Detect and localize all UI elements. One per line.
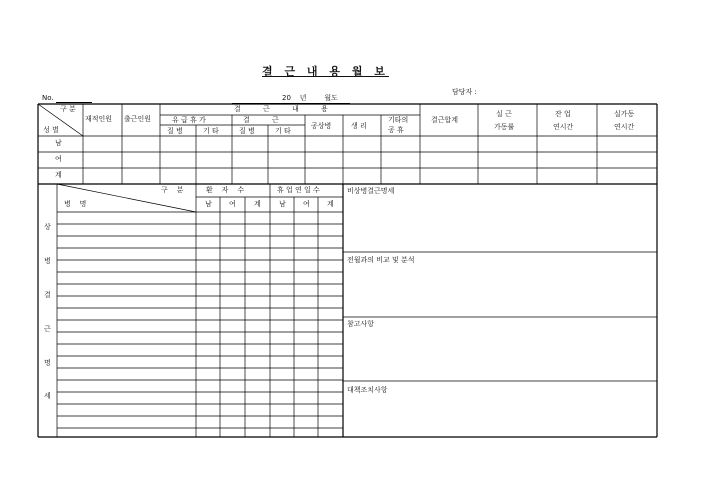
side-label-char-5: 명 <box>44 359 51 367</box>
sub-paid-illness: 질 병 <box>167 127 183 135</box>
sub-total-patients: 계 <box>254 200 261 208</box>
col-other-holiday-line2: 공 휴 <box>388 126 404 134</box>
col-enrolled: 재적인원 <box>85 115 113 123</box>
side-label-char-3: 결 <box>44 291 51 299</box>
col-actual-rate-line1: 실 근 <box>496 110 512 118</box>
col-actual-hours-line1: 실가동 <box>614 110 635 118</box>
document-title: 결 근 내 용 월 보 <box>262 65 389 78</box>
sub-absent-other: 기 타 <box>275 127 291 135</box>
row-male: 남 <box>55 139 62 147</box>
col-absence-total: 결근합계 <box>431 116 459 124</box>
sub-female-days: 여 <box>303 200 310 208</box>
side-label-char-6: 세 <box>44 392 51 400</box>
group-absence-contents: 결 근 내 용 <box>234 105 328 113</box>
col-injury: 공상병 <box>311 122 332 130</box>
no-label: No. <box>42 94 54 102</box>
side-label-char-1: 상 <box>44 223 51 231</box>
notes-non-illness-absence: 비상병결근명세 <box>347 187 395 195</box>
corner-gender: 성 별 <box>43 126 59 134</box>
notes-countermeasures: 대책조치사항 <box>347 386 388 394</box>
sub-total-days: 계 <box>327 200 334 208</box>
header-division: 구 분 <box>161 186 184 194</box>
sub-male-patients: 남 <box>205 200 212 208</box>
side-label-char-2: 병 <box>44 257 51 265</box>
row-total: 계 <box>55 171 62 179</box>
corner-division: 구 분 <box>60 105 76 113</box>
col-menstrual: 생 리 <box>351 122 367 130</box>
col-actual-rate-line2: 가동률 <box>494 123 515 131</box>
group-absent: 결 근 <box>243 116 279 124</box>
group-patient-count: 환 자 수 <box>206 186 245 194</box>
col-actual-hours-line2: 연시간 <box>614 123 635 131</box>
notes-reference: 참고사항 <box>347 320 375 328</box>
row-female: 여 <box>55 155 62 163</box>
sub-absent-illness: 질 병 <box>239 127 255 135</box>
group-leave-days: 휴 업 연 일 수 <box>277 186 320 194</box>
col-other-holiday-line1: 기타의 <box>388 116 409 124</box>
notes-previous-month-comparison: 전월과의 비교 및 분석 <box>347 256 415 264</box>
sub-male-days: 남 <box>279 200 286 208</box>
col-overtime-line1: 잔 업 <box>555 110 571 118</box>
header-disease-name: 병 명 <box>64 200 87 208</box>
manager-label: 담당자 : <box>452 88 477 96</box>
sub-paid-other: 기 타 <box>203 127 219 135</box>
side-label-char-4: 근 <box>44 325 51 333</box>
col-overtime-line2: 연시간 <box>553 123 574 131</box>
date-line: 20 년 월도 <box>282 94 338 102</box>
sub-female-patients: 여 <box>229 200 236 208</box>
group-paid-leave: 유 급 휴 가 <box>172 116 206 124</box>
col-attended: 출근인원 <box>124 115 152 123</box>
